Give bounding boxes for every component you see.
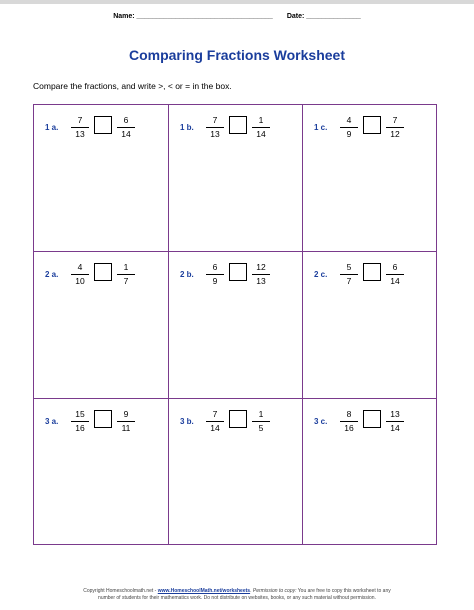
- problem-label: 3 b.: [180, 417, 194, 426]
- numerator: 12: [256, 262, 266, 272]
- numerator: 7: [212, 115, 218, 125]
- right-fraction: [251, 262, 271, 287]
- problem-cell: [34, 399, 168, 546]
- denominator: 14: [390, 423, 400, 433]
- answer-box[interactable]: [363, 116, 381, 134]
- fraction-bar: [206, 274, 224, 275]
- page-title: Comparing Fractions Worksheet: [128, 47, 345, 63]
- denominator: 14: [121, 129, 131, 139]
- fraction-bar: [252, 127, 270, 128]
- numerator: 8: [346, 409, 352, 419]
- problem-cell: [303, 252, 437, 399]
- denominator: 5: [258, 423, 264, 433]
- denominator: 16: [344, 423, 354, 433]
- fraction-bar: [117, 274, 135, 275]
- left-fraction: [205, 409, 225, 434]
- numerator: 6: [392, 262, 398, 272]
- fraction-bar: [340, 421, 358, 422]
- problem-cell: [34, 105, 168, 252]
- denominator: 7: [346, 276, 352, 286]
- problem-cell: [169, 252, 303, 399]
- problem-grid: [33, 104, 437, 545]
- right-fraction: [385, 409, 405, 434]
- problem-cell: [303, 399, 437, 546]
- denominator: 14: [390, 276, 400, 286]
- fraction-bar: [117, 127, 135, 128]
- fraction-bar: [71, 127, 89, 128]
- right-fraction: [251, 409, 271, 434]
- denominator: 13: [256, 276, 266, 286]
- denominator: 12: [390, 129, 400, 139]
- fraction-bar: [340, 274, 358, 275]
- answer-box[interactable]: [363, 410, 381, 428]
- fraction-comparison: [303, 409, 437, 439]
- fraction-comparison: [34, 409, 168, 439]
- top-edge-bar: [0, 0, 474, 4]
- denominator: 7: [123, 276, 129, 286]
- problem-label: 3 c.: [314, 417, 328, 426]
- answer-box[interactable]: [363, 263, 381, 281]
- problem-label: 1 c.: [314, 123, 328, 132]
- numerator: 1: [258, 115, 264, 125]
- footer: [0, 588, 474, 602]
- footer-permission-text: You are free to copy this worksheet to any: [296, 588, 391, 594]
- denominator: 9: [346, 129, 352, 139]
- fraction-bar: [386, 421, 404, 422]
- problem-cell: [303, 105, 437, 252]
- fraction-bar: [340, 127, 358, 128]
- left-fraction: [70, 115, 90, 140]
- numerator: 13: [390, 409, 400, 419]
- answer-box[interactable]: [229, 116, 247, 134]
- problem-cell: [34, 252, 168, 399]
- right-fraction: [385, 115, 405, 140]
- fraction-bar: [386, 274, 404, 275]
- fraction-bar: [252, 421, 270, 422]
- fraction-comparison: [303, 262, 437, 292]
- footer-permission-title: Permission to copy:: [252, 588, 297, 594]
- fraction-bar: [252, 274, 270, 275]
- numerator: 1: [123, 262, 129, 272]
- name-field-label: Name: ___________________________________: [113, 13, 273, 20]
- fraction-bar: [117, 421, 135, 422]
- problem-label: 2 c.: [314, 270, 328, 279]
- footer-copyright: Copyright Homeschoolmath.net -: [83, 588, 158, 594]
- denominator: 16: [75, 423, 85, 433]
- numerator: 1: [258, 409, 264, 419]
- numerator: 7: [392, 115, 398, 125]
- problem-label: 1 b.: [180, 123, 194, 132]
- left-fraction: [70, 262, 90, 287]
- problem-label: 2 b.: [180, 270, 194, 279]
- fraction-bar: [71, 274, 89, 275]
- fraction-comparison: [169, 262, 303, 292]
- problem-label: 3 a.: [45, 417, 59, 426]
- answer-box[interactable]: [229, 410, 247, 428]
- numerator: 7: [212, 409, 218, 419]
- right-fraction: [116, 115, 136, 140]
- fraction-bar: [206, 421, 224, 422]
- problem-label: 1 a.: [45, 123, 59, 132]
- left-fraction: [339, 409, 359, 434]
- left-fraction: [205, 115, 225, 140]
- denominator: 11: [121, 423, 131, 433]
- right-fraction: [385, 262, 405, 287]
- problem-cell: [169, 105, 303, 252]
- fraction-bar: [71, 421, 89, 422]
- denominator: 13: [75, 129, 85, 139]
- numerator: 7: [77, 115, 83, 125]
- denominator: 13: [210, 129, 220, 139]
- problem-cell: [169, 399, 303, 546]
- left-fraction: [339, 115, 359, 140]
- name-date-header: [0, 13, 474, 20]
- numerator: 4: [77, 262, 83, 272]
- fraction-comparison: [34, 115, 168, 145]
- right-fraction: [251, 115, 271, 140]
- footer-line-1: Copyright Homeschoolmath.net - www.HomeschoolMath.net/worksheets. Permission to copy: You are free to copy this worksheet to any: [83, 588, 391, 594]
- instructions-text: Compare the fractions, and write >, < or = in the box.: [33, 81, 232, 91]
- answer-box[interactable]: [94, 116, 112, 134]
- denominator: 10: [75, 276, 85, 286]
- fraction-comparison: [34, 262, 168, 292]
- answer-box[interactable]: [229, 263, 247, 281]
- fraction-bar: [386, 127, 404, 128]
- left-fraction: [70, 409, 90, 434]
- left-fraction: [205, 262, 225, 287]
- denominator: 9: [212, 276, 218, 286]
- numerator: 4: [346, 115, 352, 125]
- answer-box[interactable]: [94, 410, 112, 428]
- problem-label: 2 a.: [45, 270, 59, 279]
- answer-box[interactable]: [94, 263, 112, 281]
- fraction-comparison: [169, 115, 303, 145]
- right-fraction: [116, 409, 136, 434]
- fraction-comparison: [169, 409, 303, 439]
- right-fraction: [116, 262, 136, 287]
- numerator: 15: [75, 409, 85, 419]
- numerator: 6: [123, 115, 129, 125]
- numerator: 6: [212, 262, 218, 272]
- numerator: 9: [123, 409, 129, 419]
- date-field-label: Date: ______________: [286, 13, 361, 20]
- numerator: 5: [346, 262, 352, 272]
- fraction-comparison: [303, 115, 437, 145]
- footer-line-2: number of students for their mathematics work. Do not distribute on websites, books, or any such material without permission.: [98, 595, 376, 601]
- denominator: 14: [256, 129, 266, 139]
- denominator: 14: [210, 423, 220, 433]
- footer-website-link[interactable]: www.HomeschoolMath.net/worksheets: [157, 588, 251, 594]
- fraction-bar: [206, 127, 224, 128]
- left-fraction: [339, 262, 359, 287]
